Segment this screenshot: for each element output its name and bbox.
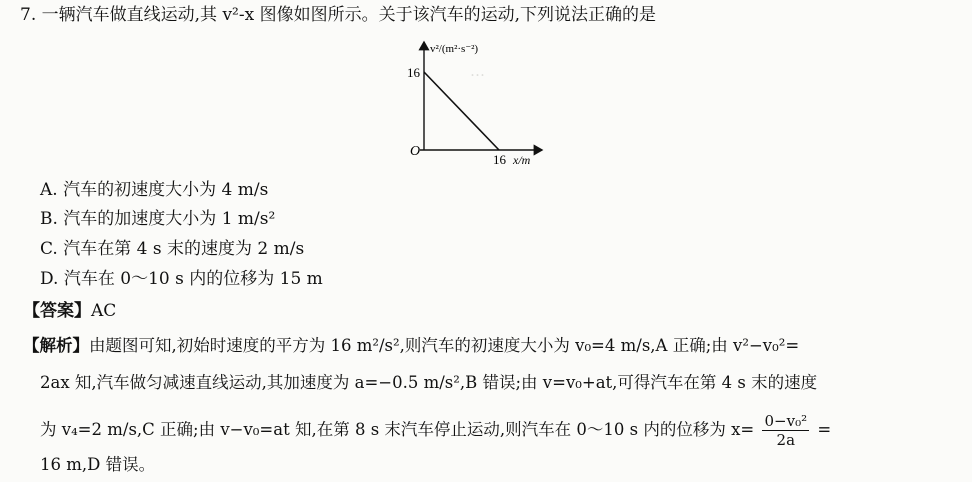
fraction-denominator: 2a xyxy=(776,431,796,449)
option-letter: B. xyxy=(40,209,58,229)
displacement-fraction xyxy=(762,412,809,449)
explanation-line-1 xyxy=(23,336,799,356)
origin-label: O xyxy=(410,144,421,159)
y-axis-label: v²/(m²·s⁻²) xyxy=(430,43,479,55)
explanation-line-4 xyxy=(40,455,155,475)
option-a xyxy=(40,180,268,200)
fraction-numerator: 0−v₀² xyxy=(764,412,808,430)
explanation-text: 由题图可知,初始时速度的平方为 16 m²/s²,则汽车的初速度大小为 v₀=4 m/s,A 正确;由 v²−v₀²= xyxy=(89,336,800,355)
option-text: 汽车的加速度大小为 1 m/s² xyxy=(63,209,276,229)
option-c xyxy=(40,239,304,259)
explanation-text: = xyxy=(817,420,832,439)
option-letter: C. xyxy=(40,239,58,259)
question-stem xyxy=(20,5,656,25)
bleed-through-text: … xyxy=(470,62,485,80)
option-text: 汽车的初速度大小为 4 m/s xyxy=(63,180,269,200)
question-number: 7. xyxy=(20,5,37,25)
explanation-text: 为 v₄=2 m/s,C 正确;由 v−v₀=at 知,在第 8 s 末汽车停止运动,则汽车在 0～10 s 内的位移为 x= xyxy=(40,420,755,439)
option-letter: D. xyxy=(40,269,59,289)
v2-x-graph xyxy=(398,38,548,170)
explanation-text: 16 m,D 错误。 xyxy=(40,455,156,474)
option-b xyxy=(40,209,275,229)
y-intercept-label: 16 xyxy=(407,65,420,80)
x-intercept-label: 16 xyxy=(493,152,506,167)
explanation-text: 2ax 知,汽车做匀减速直线运动,其加速度为 a=−0.5 m/s²,B 错误;由 v=v₀+at,可得汽车在第 4 s 末的速度 xyxy=(40,373,818,392)
explanation-line-2 xyxy=(40,373,817,393)
answer-value: AC xyxy=(91,301,117,321)
explanation-line-3 xyxy=(40,412,831,449)
question-text: 一辆汽车做直线运动,其 v²-x 图像如图所示。关于该汽车的运动,下列说法正确的是 xyxy=(41,5,657,25)
option-text: 汽车在第 4 s 末的速度为 2 m/s xyxy=(63,239,305,259)
option-letter: A. xyxy=(40,180,58,200)
answer-tag: 【答案】 xyxy=(23,301,91,321)
explanation-tag: 【解析】 xyxy=(23,336,89,355)
x-axis-label: x/m xyxy=(513,153,531,167)
v2-x-line xyxy=(424,72,499,150)
answer-line xyxy=(23,301,116,321)
option-d xyxy=(40,269,323,289)
option-text: 汽车在 0～10 s 内的位移为 15 m xyxy=(63,269,323,289)
